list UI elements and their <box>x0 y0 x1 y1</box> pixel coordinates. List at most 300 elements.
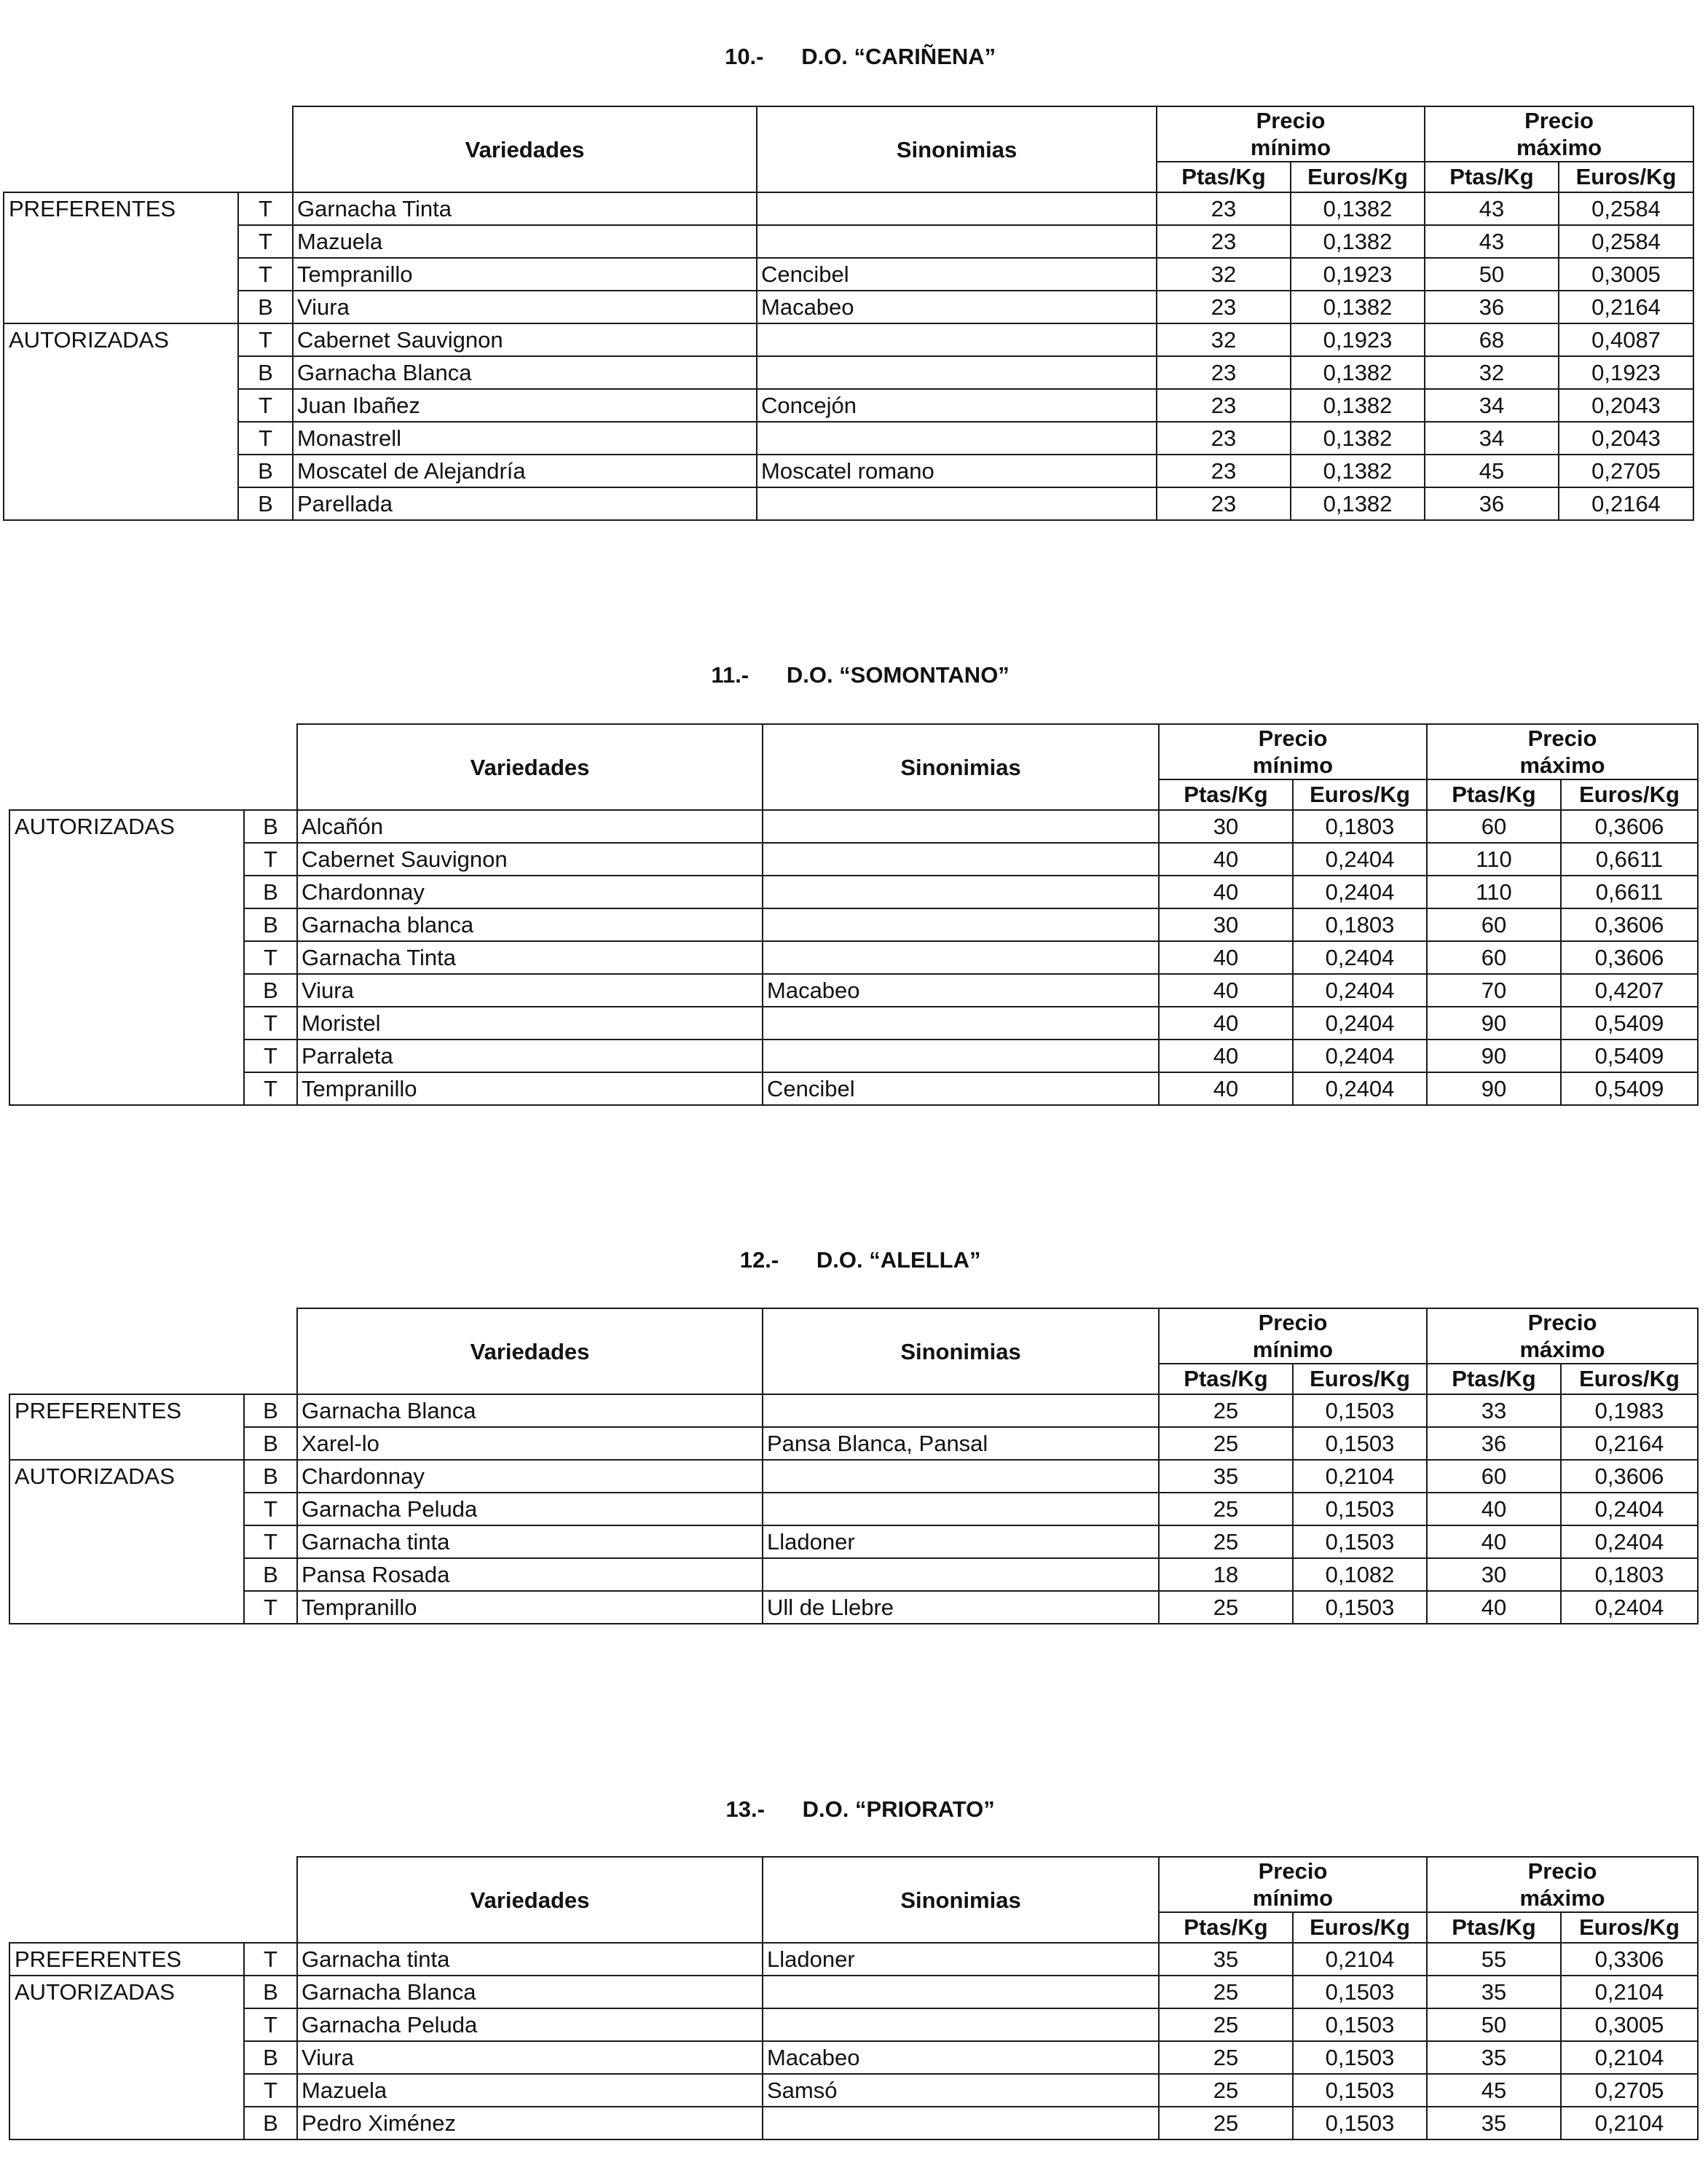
color-cell: T <box>244 843 297 876</box>
max-ptas-cell: 45 <box>1425 455 1559 487</box>
min-ptas-cell: 23 <box>1157 455 1291 487</box>
max-ptas-cell: 70 <box>1427 974 1561 1007</box>
min-price-header-line2: mínimo <box>1252 752 1334 778</box>
table-row <box>9 2074 1698 2107</box>
synonym-cell: Macabeo <box>757 291 1157 323</box>
max-ptas-cell: 35 <box>1427 1976 1561 2008</box>
min-euros-cell: 0,1382 <box>1291 356 1425 389</box>
max-ptas-cell: 110 <box>1427 876 1561 908</box>
max-price-header-line2: máximo <box>1519 1337 1605 1362</box>
synonym-cell: Lladoner <box>763 1525 1159 1558</box>
synonym-cell <box>757 323 1157 356</box>
max-euros-cell: 0,2164 <box>1561 1427 1698 1460</box>
header-row <box>4 106 1693 162</box>
table-row <box>9 843 1698 876</box>
section-title <box>0 1221 1708 1273</box>
color-cell: T <box>244 1943 297 1976</box>
max-ptas-cell: 60 <box>1427 810 1561 843</box>
max-ptas-header: Ptas/Kg <box>1425 162 1559 192</box>
max-price-header-line1: Precio <box>1524 108 1594 133</box>
min-ptas-cell: 23 <box>1157 291 1291 323</box>
color-cell: T <box>244 1525 297 1558</box>
synonyms-header: Sinonimias <box>763 724 1159 810</box>
table-row <box>9 1007 1698 1040</box>
synonym-cell <box>763 1040 1159 1072</box>
variety-cell: Chardonnay <box>297 876 763 908</box>
min-euros-cell: 0,2104 <box>1293 1943 1427 1976</box>
variety-cell: Mazuela <box>293 225 757 258</box>
min-euros-cell: 0,2404 <box>1293 876 1427 908</box>
synonym-cell <box>757 356 1157 389</box>
do-table <box>9 723 1699 1106</box>
max-euros-cell: 0,3606 <box>1561 908 1698 941</box>
table-row <box>9 1493 1698 1525</box>
variety-cell: Xarel-lo <box>297 1427 763 1460</box>
variety-cell: Juan Ibañez <box>293 389 757 422</box>
synonym-cell <box>757 192 1157 225</box>
max-euros-cell: 0,1923 <box>1559 356 1693 389</box>
min-ptas-cell: 40 <box>1159 941 1293 974</box>
max-ptas-cell: 90 <box>1427 1072 1561 1105</box>
variety-cell: Viura <box>297 2041 763 2074</box>
table-row <box>9 1943 1698 1976</box>
max-euros-cell: 0,2043 <box>1559 422 1693 455</box>
color-cell: B <box>244 2107 297 2139</box>
min-ptas-cell: 25 <box>1159 1394 1293 1427</box>
min-price-header-line2: mínimo <box>1250 135 1331 160</box>
do-table <box>9 1856 1699 2140</box>
variety-cell: Moristel <box>297 1007 763 1040</box>
max-euros-cell: 0,2164 <box>1559 487 1693 520</box>
min-ptas-cell: 25 <box>1159 1427 1293 1460</box>
max-euros-cell: 0,2043 <box>1559 389 1693 422</box>
min-euros-cell: 0,2404 <box>1293 1007 1427 1040</box>
table-row <box>4 389 1693 422</box>
variety-cell: Alcañón <box>297 810 763 843</box>
header-row <box>9 1308 1698 1364</box>
max-euros-cell: 0,2404 <box>1561 1591 1698 1624</box>
varieties-header: Variedades <box>297 1308 763 1394</box>
max-price-header-line1: Precio <box>1527 1858 1597 1884</box>
max-euros-cell: 0,2164 <box>1559 291 1693 323</box>
table-row <box>4 323 1693 356</box>
max-ptas-cell: 35 <box>1427 2107 1561 2139</box>
table-row <box>4 258 1693 291</box>
min-ptas-cell: 40 <box>1159 876 1293 908</box>
max-price-header <box>1427 1857 1698 1912</box>
synonym-cell <box>763 810 1159 843</box>
max-euros-cell: 0,2104 <box>1561 2107 1698 2139</box>
color-cell: B <box>244 908 297 941</box>
min-euros-cell: 0,1082 <box>1293 1558 1427 1591</box>
min-ptas-header: Ptas/Kg <box>1159 1364 1293 1394</box>
max-euros-cell: 0,2584 <box>1559 225 1693 258</box>
varieties-header: Variedades <box>297 724 763 810</box>
min-ptas-cell: 32 <box>1157 323 1291 356</box>
table-row <box>9 1558 1698 1591</box>
min-euros-cell: 0,1923 <box>1291 258 1425 291</box>
max-price-header <box>1427 724 1698 779</box>
variety-cell: Parellada <box>293 487 757 520</box>
max-ptas-cell: 40 <box>1427 1493 1561 1525</box>
color-cell: B <box>244 974 297 1007</box>
min-ptas-cell: 23 <box>1157 192 1291 225</box>
synonym-cell <box>763 876 1159 908</box>
variety-cell: Tempranillo <box>297 1591 763 1624</box>
section-title <box>0 17 1708 70</box>
variety-cell: Garnacha Blanca <box>297 1976 763 2008</box>
category-cell: AUTORIZADAS <box>9 1976 244 2139</box>
header-spacer <box>9 1857 297 1943</box>
max-euros-cell: 0,6611 <box>1561 843 1698 876</box>
min-euros-cell: 0,2104 <box>1293 1460 1427 1493</box>
table-body <box>9 1857 1698 2139</box>
synonym-cell <box>757 487 1157 520</box>
section-name: D.O. “ALELLA” <box>816 1247 981 1273</box>
max-euros-cell: 0,3306 <box>1561 1943 1698 1976</box>
table-row <box>9 1460 1698 1493</box>
max-euros-cell: 0,2404 <box>1561 1525 1698 1558</box>
color-cell: T <box>238 192 293 225</box>
variety-cell: Mazuela <box>297 2074 763 2107</box>
header-row <box>9 1857 1698 1912</box>
min-ptas-cell: 25 <box>1159 1525 1293 1558</box>
min-euros-cell: 0,1803 <box>1293 810 1427 843</box>
min-ptas-cell: 35 <box>1159 1943 1293 1976</box>
table-row <box>9 1427 1698 1460</box>
min-ptas-cell: 30 <box>1159 908 1293 941</box>
table-row <box>9 1591 1698 1624</box>
color-cell: B <box>244 1460 297 1493</box>
max-price-header <box>1427 1308 1698 1364</box>
max-ptas-header: Ptas/Kg <box>1427 1912 1561 1943</box>
max-price-header-line2: máximo <box>1519 1885 1605 1911</box>
max-euros-cell: 0,4087 <box>1559 323 1693 356</box>
synonym-cell: Concejón <box>757 389 1157 422</box>
color-cell: B <box>238 487 293 520</box>
synonym-cell: Cencibel <box>763 1072 1159 1105</box>
min-price-header-line2: mínimo <box>1252 1885 1334 1911</box>
min-ptas-cell: 30 <box>1159 810 1293 843</box>
max-euros-cell: 0,5409 <box>1561 1072 1698 1105</box>
max-euros-cell: 0,2404 <box>1561 1493 1698 1525</box>
min-price-header <box>1157 106 1425 162</box>
max-ptas-cell: 60 <box>1427 1460 1561 1493</box>
synonym-cell <box>763 941 1159 974</box>
min-ptas-cell: 23 <box>1157 422 1291 455</box>
synonym-cell: Moscatel romano <box>757 455 1157 487</box>
max-ptas-cell: 110 <box>1427 843 1561 876</box>
variety-cell: Garnacha Tinta <box>297 941 763 974</box>
synonym-cell <box>763 1558 1159 1591</box>
variety-cell: Garnacha Blanca <box>293 356 757 389</box>
section-title <box>0 636 1708 688</box>
color-cell: B <box>238 291 293 323</box>
color-cell: B <box>244 876 297 908</box>
min-euros-cell: 0,1503 <box>1293 1525 1427 1558</box>
category-cell: PREFERENTES <box>4 192 238 323</box>
table-row <box>4 225 1693 258</box>
section-number: 10.- <box>725 44 764 69</box>
max-euros-cell: 0,5409 <box>1561 1007 1698 1040</box>
category-cell: PREFERENTES <box>9 1394 244 1460</box>
color-cell: T <box>238 258 293 291</box>
synonym-cell <box>763 1976 1159 2008</box>
max-ptas-cell: 50 <box>1427 2008 1561 2041</box>
table-row <box>9 2041 1698 2074</box>
max-euros-cell: 0,2584 <box>1559 192 1693 225</box>
section-name: D.O. “SOMONTANO” <box>786 662 1010 688</box>
table-row <box>4 487 1693 520</box>
min-euros-cell: 0,1382 <box>1291 487 1425 520</box>
max-euros-cell: 0,3606 <box>1561 941 1698 974</box>
section-number: 13.- <box>725 1796 765 1822</box>
color-cell: B <box>238 356 293 389</box>
category-cell: AUTORIZADAS <box>4 323 238 520</box>
min-ptas-cell: 23 <box>1157 487 1291 520</box>
header-row <box>9 724 1698 779</box>
max-euros-header: Euros/Kg <box>1561 779 1698 810</box>
synonym-cell <box>757 225 1157 258</box>
variety-cell: Garnacha Blanca <box>297 1394 763 1427</box>
color-cell: T <box>244 1007 297 1040</box>
min-euros-cell: 0,1923 <box>1291 323 1425 356</box>
min-euros-header: Euros/Kg <box>1293 1364 1427 1394</box>
color-cell: T <box>244 1040 297 1072</box>
table-row <box>4 192 1693 225</box>
min-price-header-line1: Precio <box>1258 1310 1328 1335</box>
min-ptas-header: Ptas/Kg <box>1157 162 1291 192</box>
variety-cell: Viura <box>297 974 763 1007</box>
min-euros-header: Euros/Kg <box>1293 779 1427 810</box>
max-euros-cell: 0,2705 <box>1559 455 1693 487</box>
max-ptas-cell: 90 <box>1427 1007 1561 1040</box>
max-euros-cell: 0,1983 <box>1561 1394 1698 1427</box>
max-price-header-line2: máximo <box>1516 135 1602 160</box>
variety-cell: Garnacha tinta <box>297 1943 763 1976</box>
variety-cell: Viura <box>293 291 757 323</box>
max-euros-cell: 0,5409 <box>1561 1040 1698 1072</box>
max-ptas-cell: 40 <box>1427 1525 1561 1558</box>
max-ptas-cell: 36 <box>1425 487 1559 520</box>
synonym-cell <box>763 1007 1159 1040</box>
min-ptas-cell: 25 <box>1159 1591 1293 1624</box>
synonym-cell <box>763 843 1159 876</box>
variety-cell: Parraleta <box>297 1040 763 1072</box>
min-ptas-cell: 40 <box>1159 843 1293 876</box>
section-title <box>0 1770 1708 1823</box>
max-price-header <box>1425 106 1693 162</box>
max-ptas-header: Ptas/Kg <box>1427 779 1561 810</box>
synonyms-header: Sinonimias <box>757 106 1157 192</box>
color-cell: T <box>238 323 293 356</box>
min-ptas-cell: 40 <box>1159 1007 1293 1040</box>
color-cell: B <box>244 1394 297 1427</box>
min-ptas-cell: 23 <box>1157 356 1291 389</box>
min-ptas-cell: 35 <box>1159 1460 1293 1493</box>
max-ptas-cell: 68 <box>1425 323 1559 356</box>
synonym-cell <box>763 1493 1159 1525</box>
min-euros-cell: 0,2404 <box>1293 974 1427 1007</box>
min-euros-cell: 0,1382 <box>1291 291 1425 323</box>
category-cell: AUTORIZADAS <box>9 1460 244 1624</box>
table-row <box>9 876 1698 908</box>
synonym-cell <box>763 908 1159 941</box>
variety-cell: Garnacha tinta <box>297 1525 763 1558</box>
min-ptas-cell: 25 <box>1159 2107 1293 2139</box>
min-ptas-cell: 25 <box>1159 2074 1293 2107</box>
max-euros-cell: 0,6611 <box>1561 876 1698 908</box>
variety-cell: Tempranillo <box>293 258 757 291</box>
synonym-cell <box>763 2107 1159 2139</box>
synonym-cell: Pansa Blanca, Pansal <box>763 1427 1159 1460</box>
table-row <box>9 1072 1698 1105</box>
min-ptas-cell: 23 <box>1157 389 1291 422</box>
synonym-cell <box>763 1394 1159 1427</box>
section-name: D.O. “PRIORATO” <box>802 1796 995 1822</box>
header-spacer <box>4 106 293 192</box>
max-euros-cell: 0,3606 <box>1561 810 1698 843</box>
min-price-header <box>1159 1308 1427 1364</box>
min-price-header <box>1159 724 1427 779</box>
max-ptas-cell: 36 <box>1427 1427 1561 1460</box>
table-row <box>9 1394 1698 1427</box>
section-number: 11.- <box>711 662 749 688</box>
max-euros-cell: 0,4207 <box>1561 974 1698 1007</box>
table-row <box>9 1040 1698 1072</box>
min-ptas-header: Ptas/Kg <box>1159 1912 1293 1943</box>
max-ptas-cell: 60 <box>1427 908 1561 941</box>
table-body <box>9 724 1698 1105</box>
variety-cell: Monastrell <box>293 422 757 455</box>
max-euros-cell: 0,3005 <box>1561 2008 1698 2041</box>
table-body <box>9 1308 1698 1624</box>
min-euros-cell: 0,1503 <box>1293 1493 1427 1525</box>
color-cell: T <box>238 389 293 422</box>
max-euros-cell: 0,3606 <box>1561 1460 1698 1493</box>
color-cell: B <box>244 1976 297 2008</box>
table-row <box>9 2107 1698 2139</box>
varieties-header: Variedades <box>293 106 757 192</box>
min-euros-cell: 0,1503 <box>1293 1427 1427 1460</box>
synonym-cell <box>757 422 1157 455</box>
do-table <box>3 106 1694 521</box>
color-cell: T <box>244 1493 297 1525</box>
min-euros-cell: 0,1382 <box>1291 422 1425 455</box>
max-ptas-cell: 36 <box>1425 291 1559 323</box>
table-row <box>9 1525 1698 1558</box>
min-ptas-cell: 18 <box>1159 1558 1293 1591</box>
color-cell: B <box>244 2041 297 2074</box>
min-ptas-cell: 40 <box>1159 1072 1293 1105</box>
section-number: 12.- <box>739 1247 779 1273</box>
min-euros-header: Euros/Kg <box>1291 162 1425 192</box>
min-euros-cell: 0,1382 <box>1291 389 1425 422</box>
synonyms-header: Sinonimias <box>763 1857 1159 1943</box>
min-euros-cell: 0,2404 <box>1293 843 1427 876</box>
min-ptas-cell: 25 <box>1159 1976 1293 2008</box>
min-price-header <box>1159 1857 1427 1912</box>
max-ptas-cell: 34 <box>1425 422 1559 455</box>
min-euros-cell: 0,1382 <box>1291 192 1425 225</box>
max-euros-cell: 0,3005 <box>1559 258 1693 291</box>
color-cell: T <box>238 225 293 258</box>
color-cell: T <box>244 1591 297 1624</box>
synonym-cell: Macabeo <box>763 974 1159 1007</box>
color-cell: B <box>244 1427 297 1460</box>
max-euros-header: Euros/Kg <box>1561 1364 1698 1394</box>
color-cell: T <box>244 2008 297 2041</box>
table-row <box>4 455 1693 487</box>
max-ptas-cell: 35 <box>1427 2041 1561 2074</box>
max-ptas-cell: 45 <box>1427 2074 1561 2107</box>
color-cell: T <box>244 1072 297 1105</box>
max-ptas-cell: 90 <box>1427 1040 1561 1072</box>
variety-cell: Cabernet Sauvignon <box>293 323 757 356</box>
max-ptas-cell: 43 <box>1425 192 1559 225</box>
variety-cell: Garnacha Peluda <box>297 2008 763 2041</box>
min-price-header-line2: mínimo <box>1252 1337 1334 1362</box>
min-ptas-cell: 25 <box>1159 2041 1293 2074</box>
max-euros-header: Euros/Kg <box>1561 1912 1698 1943</box>
min-euros-cell: 0,1503 <box>1293 1976 1427 2008</box>
min-euros-cell: 0,1503 <box>1293 2041 1427 2074</box>
min-ptas-cell: 25 <box>1159 1493 1293 1525</box>
min-euros-cell: 0,1803 <box>1293 908 1427 941</box>
table-row <box>4 356 1693 389</box>
min-ptas-cell: 40 <box>1159 974 1293 1007</box>
max-ptas-cell: 50 <box>1425 258 1559 291</box>
min-euros-cell: 0,2404 <box>1293 941 1427 974</box>
color-cell: B <box>244 1558 297 1591</box>
variety-cell: Pansa Rosada <box>297 1558 763 1591</box>
header-spacer <box>9 724 297 810</box>
variety-cell: Tempranillo <box>297 1072 763 1105</box>
synonym-cell: Cencibel <box>757 258 1157 291</box>
min-price-header-line1: Precio <box>1256 108 1326 133</box>
max-ptas-cell: 34 <box>1425 389 1559 422</box>
synonym-cell: Samsó <box>763 2074 1159 2107</box>
table-row <box>4 291 1693 323</box>
max-price-header-line1: Precio <box>1527 726 1597 751</box>
min-euros-cell: 0,1503 <box>1293 1394 1427 1427</box>
min-euros-header: Euros/Kg <box>1293 1912 1427 1943</box>
synonym-cell <box>763 1460 1159 1493</box>
min-price-header-line1: Precio <box>1258 726 1328 751</box>
min-euros-cell: 0,1382 <box>1291 455 1425 487</box>
min-euros-cell: 0,1503 <box>1293 2074 1427 2107</box>
synonym-cell: Macabeo <box>763 2041 1159 2074</box>
color-cell: T <box>244 2074 297 2107</box>
variety-cell: Pedro Ximénez <box>297 2107 763 2139</box>
max-ptas-cell: 40 <box>1427 1591 1561 1624</box>
varieties-header: Variedades <box>297 1857 763 1943</box>
section-name: D.O. “CARIÑENA” <box>801 44 996 69</box>
min-euros-cell: 0,1503 <box>1293 2107 1427 2139</box>
table-row <box>9 810 1698 843</box>
color-cell: T <box>244 941 297 974</box>
max-ptas-cell: 43 <box>1425 225 1559 258</box>
min-ptas-header: Ptas/Kg <box>1159 779 1293 810</box>
max-ptas-cell: 32 <box>1425 356 1559 389</box>
max-price-header-line1: Precio <box>1527 1310 1597 1335</box>
max-euros-cell: 0,2705 <box>1561 2074 1698 2107</box>
min-ptas-cell: 25 <box>1159 2008 1293 2041</box>
min-price-header-line1: Precio <box>1258 1858 1328 1884</box>
min-ptas-cell: 32 <box>1157 258 1291 291</box>
max-ptas-header: Ptas/Kg <box>1427 1364 1561 1394</box>
category-cell: AUTORIZADAS <box>9 810 244 1105</box>
